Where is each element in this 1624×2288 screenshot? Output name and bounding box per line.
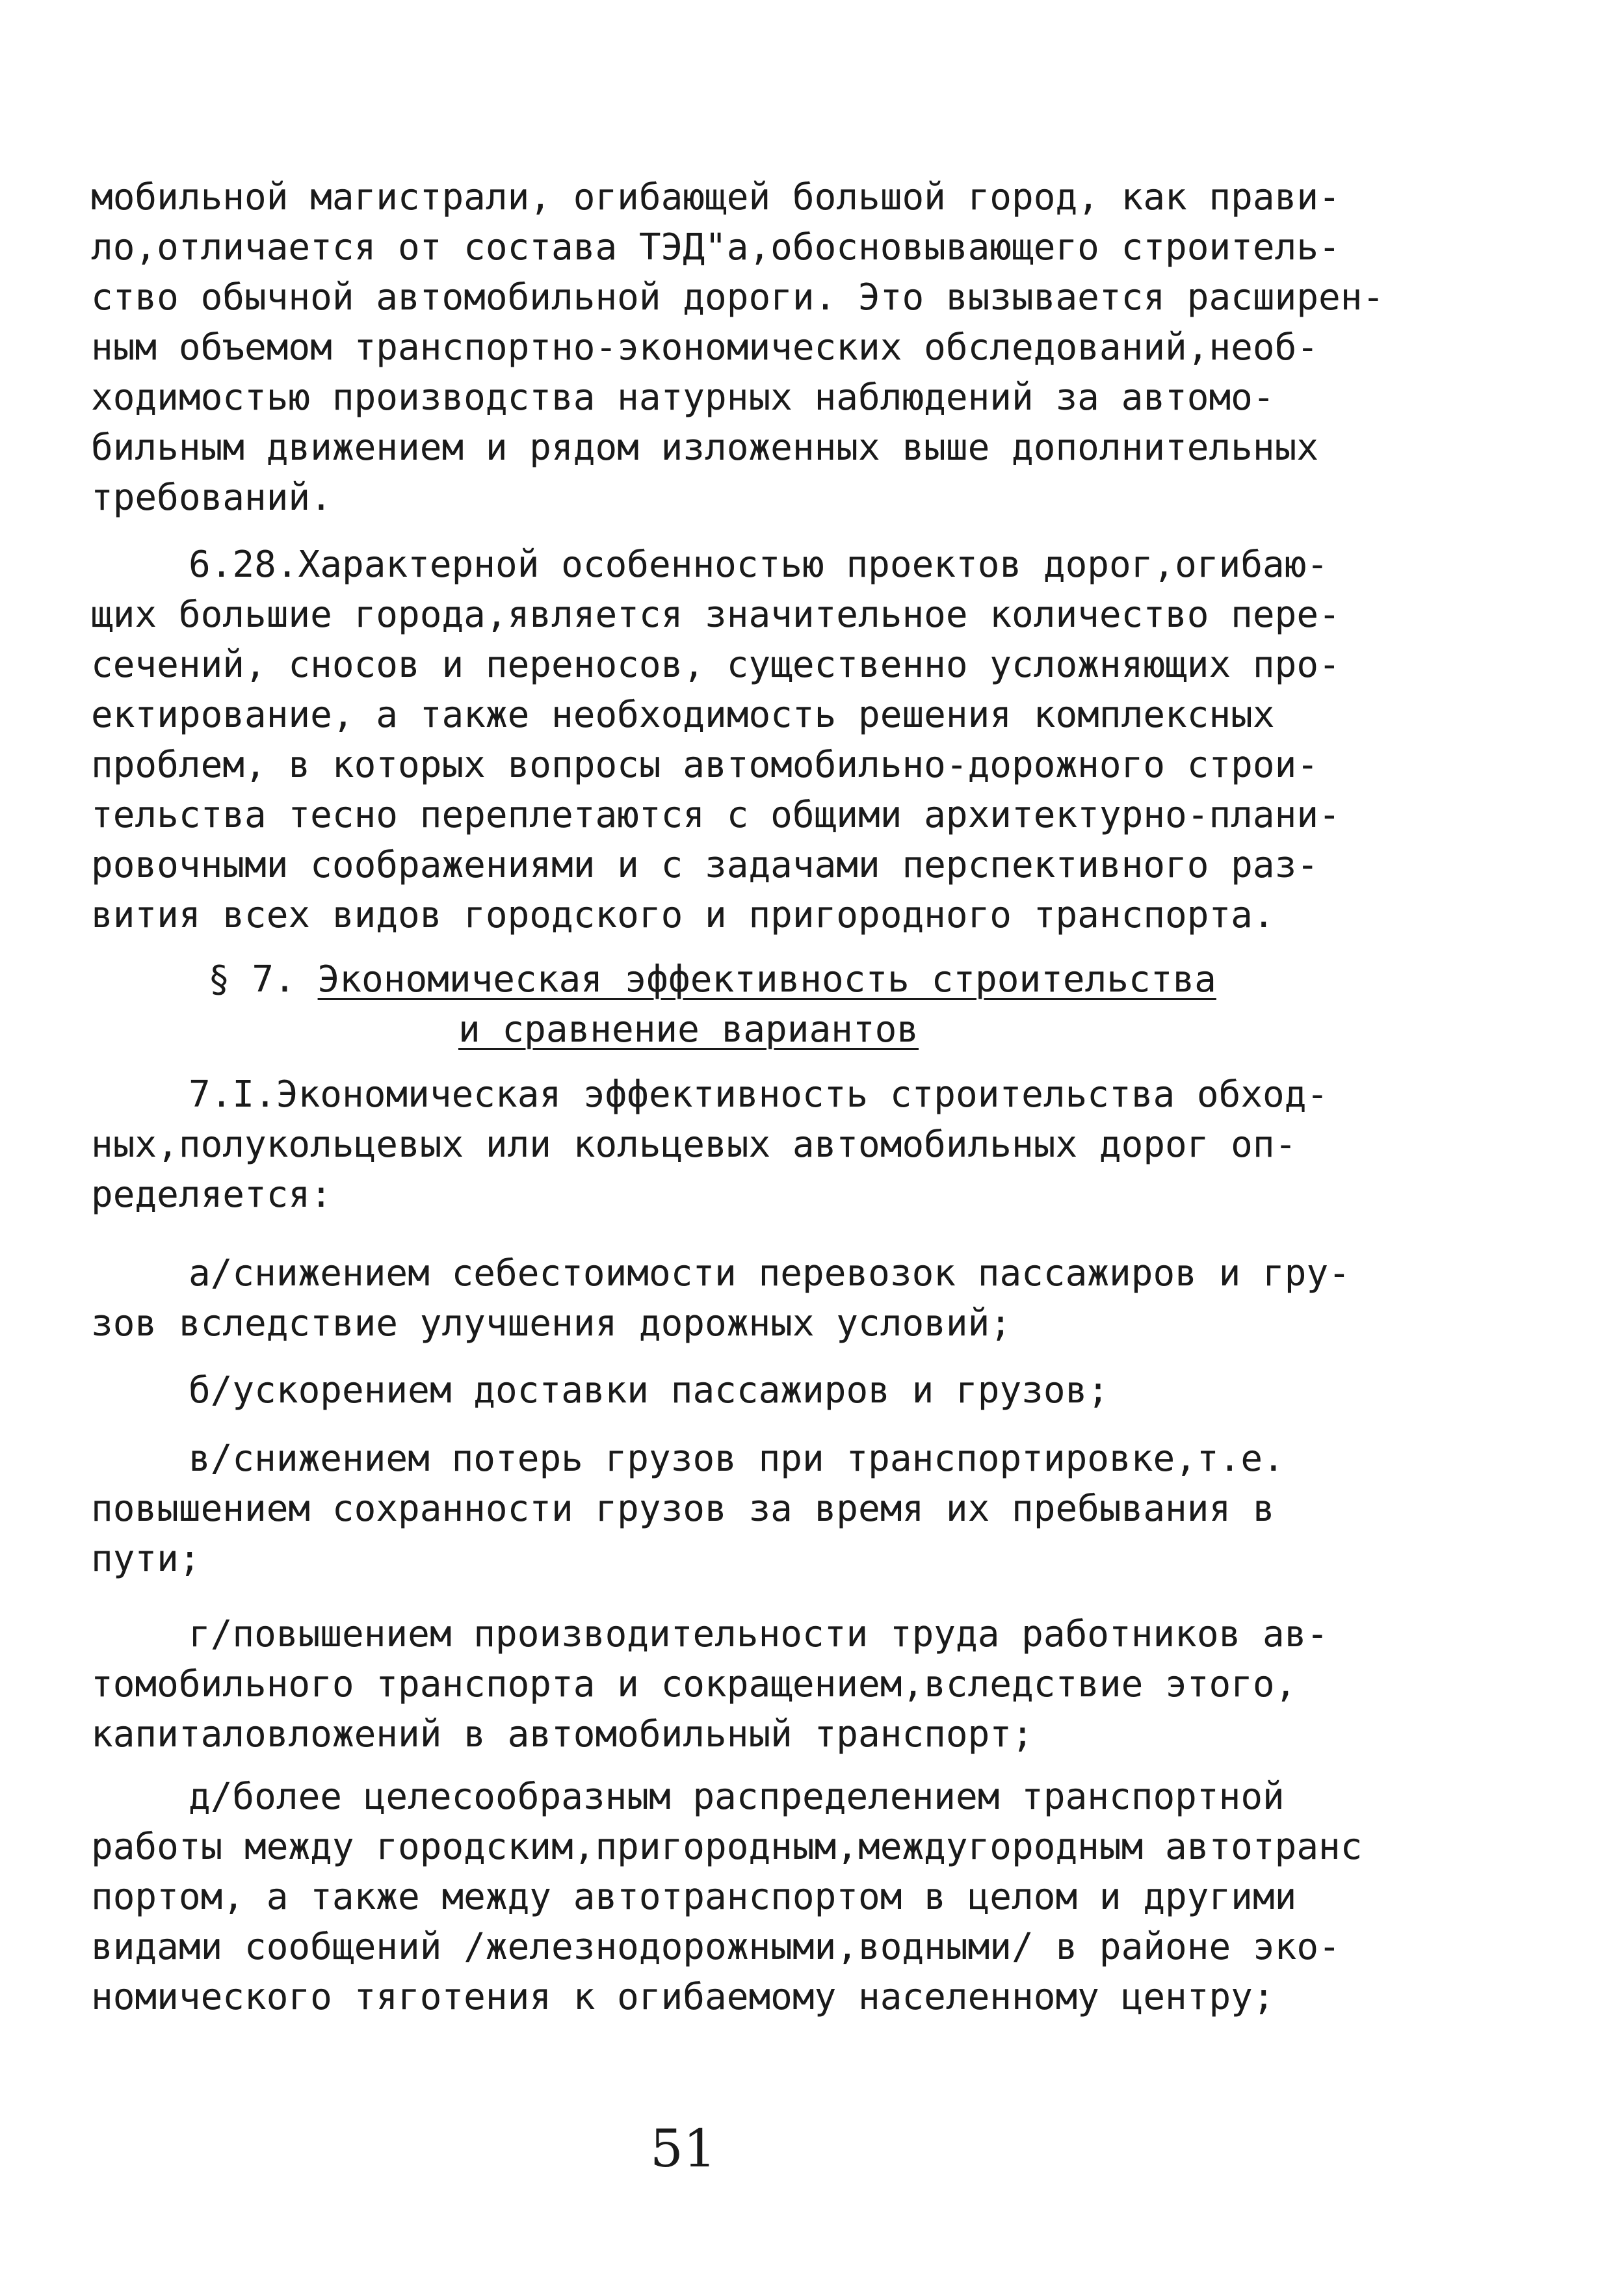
text-line: работы между городским,пригородным,междугородным автотранс [91, 1826, 1363, 1868]
list-item-b [91, 1365, 1326, 1415]
text-line: требований. [91, 477, 332, 519]
text-line: щих большие города,является значительное количество пере- [91, 594, 1341, 636]
section-title-part-2: и сравнение вариантов [458, 1008, 919, 1051]
text-line: в/снижением потерь грузов при транспортировке,т.е. [189, 1438, 1285, 1480]
page-number: 51 [650, 2118, 716, 2179]
list-item-a [91, 1248, 1350, 1348]
text-line: бильным движением и рядом изложенных выше дополнительных [91, 427, 1319, 469]
text-line: капиталовложений в автомобильный транспорт; [91, 1713, 1034, 1755]
paragraph-continuation [91, 172, 1385, 523]
text-line: повышением сохранности грузов за время их пребывания в [91, 1488, 1275, 1530]
text-line: ным объемом транспортно-экономических обследований,необ- [91, 326, 1319, 369]
text-line: г/повышением производительности труда работников ав- [189, 1613, 1329, 1655]
list-item-v [91, 1434, 1326, 1584]
text-line: ходимостью производства натурных наблюдений за автомо- [91, 376, 1275, 419]
paragraph-7-1 [91, 1070, 1329, 1220]
text-line: ектирование, а также необходимость решения комплексных [91, 694, 1275, 736]
text-line: 7.I.Экономическая эффективность строительства обход- [189, 1073, 1329, 1116]
text-line: зов вследствие улучшения дорожных условий; [91, 1302, 1012, 1345]
text-line: сечений, сносов и переносов, существенно усложняющих про- [91, 644, 1341, 686]
text-line: томобильного транспорта и сокращением,вследствие этого, [91, 1663, 1297, 1705]
text-line: портом, а также между автотранспортом в целом и другими [91, 1876, 1297, 1918]
text-line: а/снижением себестоимости перевозок пассажиров и гру- [189, 1252, 1350, 1295]
text-line: тельства тесно переплетаются с общими архитектурно-плани- [91, 794, 1341, 836]
text-line: б/ускорением доставки пассажиров и грузов; [189, 1369, 1110, 1412]
section-heading [0, 954, 1624, 1055]
text-line: пути; [91, 1538, 201, 1580]
section-heading-line-1 [0, 954, 1624, 1005]
text-line: вития всех видов городского и пригородного транспорта. [91, 894, 1275, 936]
section-number: § 7. [208, 958, 318, 1001]
text-line: мобильной магистрали, огибающей большой город, как прави- [91, 176, 1341, 218]
text-line: ровочными соображениями и с задачами перспективного раз- [91, 844, 1319, 886]
section-heading-line-2 [0, 1005, 1624, 1055]
text-line: ло,отличается от состава ТЭД"а,обосновывающего строитель- [91, 226, 1341, 269]
text-line: проблем, в которых вопросы автомобильно-дорожного строи- [91, 744, 1319, 786]
text-line: номического тяготения к огибаемому населенному центру; [91, 1976, 1275, 2018]
list-item-g [91, 1609, 1329, 1759]
section-title-part-1: Экономическая эффективность строительства [317, 958, 1216, 1001]
text-line: ределяется: [91, 1174, 332, 1216]
text-line: ство обычной автомобильной дороги. Это вызывается расширен- [91, 276, 1385, 319]
text-line: д/более целесообразным распределением транспортной [189, 1776, 1285, 1818]
text-line: ных,полукольцевых или кольцевых автомобильных дорог оп- [91, 1124, 1297, 1166]
text-line: видами сообщений /железнодорожными,водными/ в районе эко- [91, 1926, 1341, 1968]
list-item-d [91, 1772, 1363, 2022]
text-line: 6.28.Характерной особенностью проектов дорог,огибаю- [189, 544, 1329, 586]
paragraph-6-28 [91, 540, 1341, 940]
